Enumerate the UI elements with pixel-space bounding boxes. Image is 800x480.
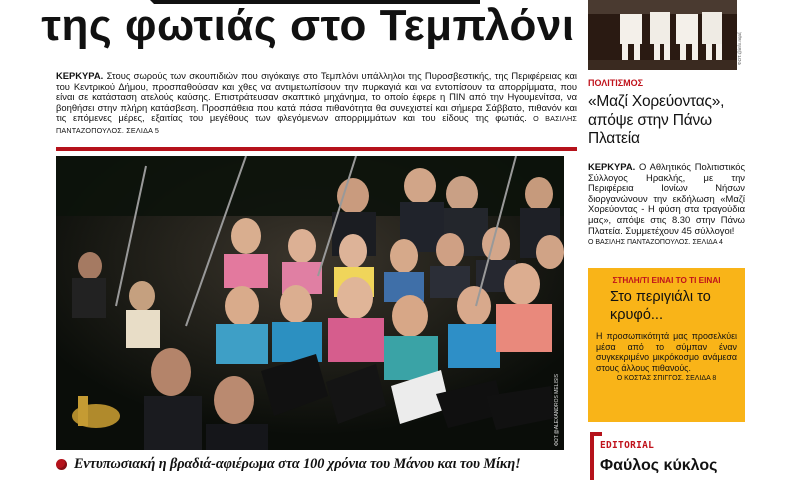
culture-body: Ο Αθλητικός Πολιτιστικός Σύλλογος Ηρακλής, με την Περιφέρεια Ιονίων Νήσων διοργανώνουν την εκδήλωση «Μαζί Χορεύοντας - Η φύση στα τραγούδια μας», απόψε στις 8.30 στην Πάνω Πλατεία. Συμμετέχουν 45 σύλλογοι! [588,161,745,236]
thumb-credit: ΦΩΤ.@info.nqaξ [737,31,742,65]
column-label: ΣΤΗΛΗ/ΤΙ ΕΙΝΑΙ ΤΟ ΤΙ ΕΙΝΑΙ [612,276,721,285]
culture-title: «Μαζί Χορεύοντας», απόψε στην Πάνω Πλατεία [588,93,725,147]
column-box [588,268,745,422]
culture-place: ΚΕΡΚΥΡΑ. [588,161,636,172]
column-byline: Ο ΚΟΣΤΑΣ ΣΠΙΓΓΟΣ. ΣΕΛΙΔΑ 8 [616,375,717,383]
editorial-bar [590,432,594,480]
divider-rule [56,147,577,151]
dance-thumbnail-photo [588,0,737,70]
caption-text: Εντυπωσιακή η βραδιά-αφιέρωμα στα 100 χρόνια του Μάνου και του Μίκη! [74,455,521,472]
culture-article [588,162,745,250]
dance-thumbnail-art [588,0,737,70]
lead-place: ΚΕΡΚΥΡΑ. [56,70,104,81]
editorial-title: Φαύλος κύκλος [600,457,718,474]
choir-photo [56,156,564,450]
lead-article [56,71,577,143]
choir-photo-art [56,156,564,450]
lead-body: Στους σωρούς των σκουπιδιών που σιγόκαιγε στο Τεμπλόνι υπάλληλοι της Πυροσβεστικής, της Περιφέρειας και του Κεντρικού Δήμου, προσπαθούσαν και χθες να αντιμετωπίσουν την πυρκαγιά και να εντοπίσουν τα απορρίμματα, που είναι σε κατάσταση ατελούς καύσης. Επιστράτευσαν σκαπτικό μηχάνημα, το οποίο έφερε η ΠΙΝ από την Ηγουμενίτσα, να βοηθήσει στην πλήρη κατάσβεση. Προσπάθεια που κατά πάσα πιθανότητα θα συνεχιστεί και σήμερα Σάββατο, πιθανόν και τις επόμενες μέρες, εξαιτίας του μεγέθους των φλεγόμενων απορριμμάτων και του είδους της φωτιάς. [56,70,577,124]
column-body: Η προσωπικότητά μας προσελκύει μέσα από το σύμπαν έναν συγκεκριμένο μικρόκοσμο ανάμεσα στους άλλους πιθανούς. [596,331,737,373]
main-headline: της φωτιάς στο Τεμπλόνι [41,1,575,50]
section-label-culture: ΠΟΛΙΤΙΣΜΟΣ [588,78,644,88]
photo-credit: ΦΩΤ.@ΑLEXANDROS MELISIS [554,374,560,446]
caption-bullet-icon [56,459,67,470]
editorial-label: EDITORIAL [600,440,655,451]
column-title: Στο περιγιάλι το κρυφό... [610,289,711,323]
photo-caption [56,453,578,475]
lead-byline: Ο ΒΑΣΙΛΗΣ ΠΑΝΤΑΖΟΠΟΥΛΟΣ. ΣΕΛΙΔΑ 5 [56,114,577,135]
culture-byline: Ο ΒΑΣΙΛΗΣ ΠΑΝΤΑΖΟΠΟΥΛΟΣ. ΣΕΛΙΔΑ 4 [588,239,723,247]
